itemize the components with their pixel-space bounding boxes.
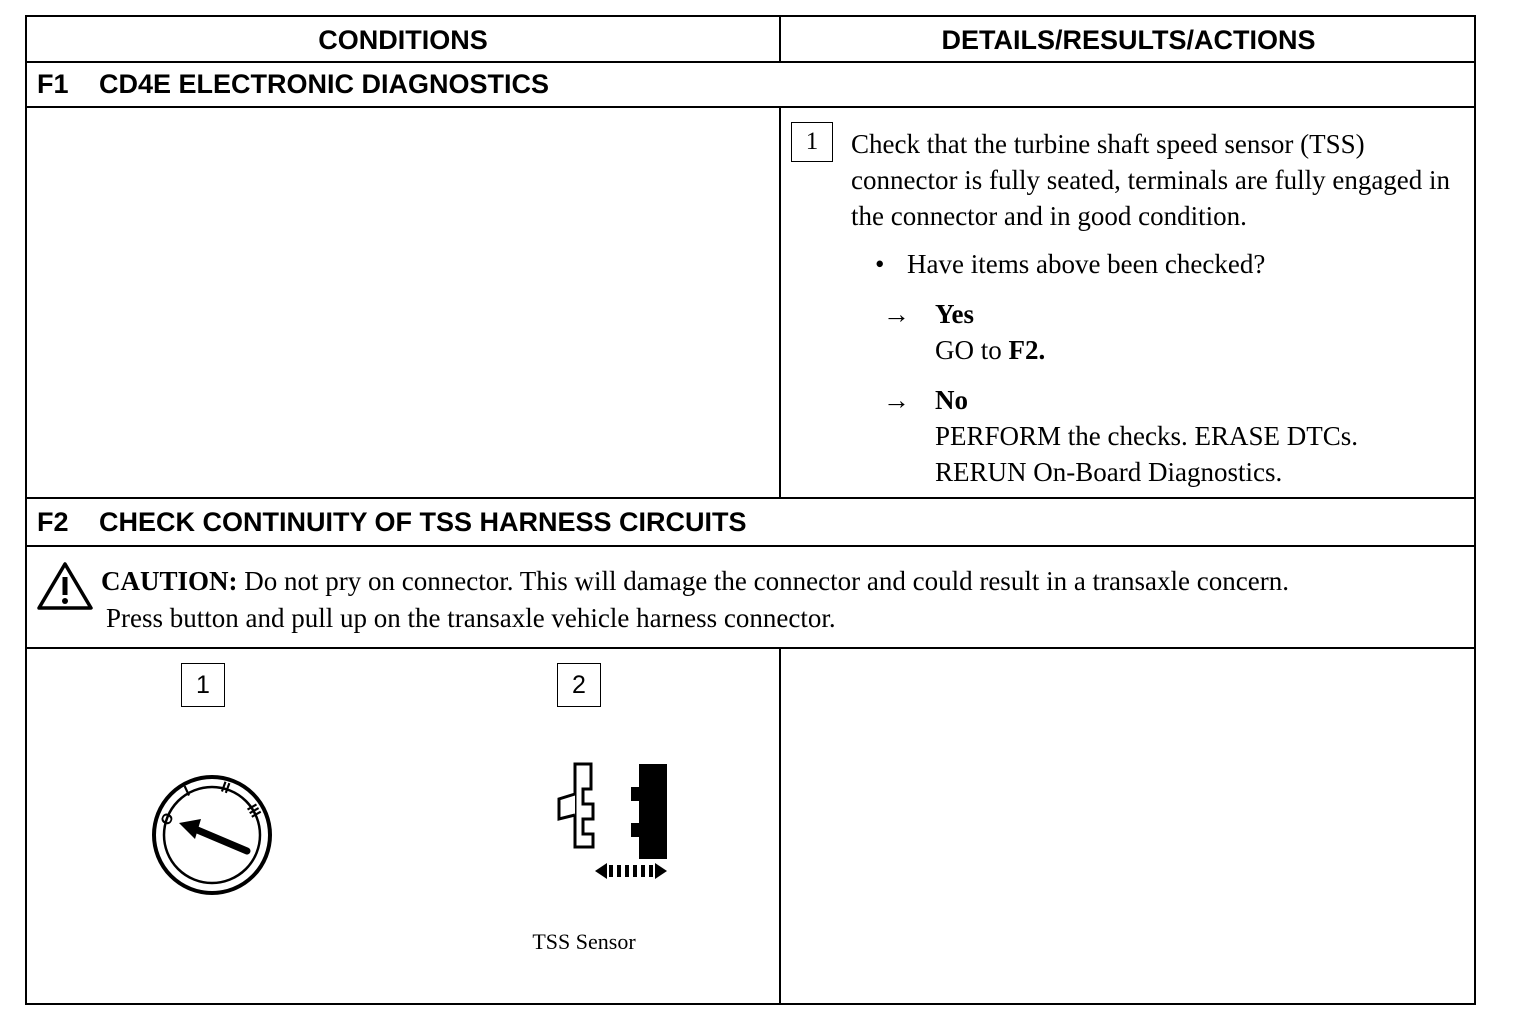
double-arrow-icon [595,863,667,879]
caution-label: CAUTION: [101,566,238,596]
bullet-dot: • [875,249,885,279]
f1-yes-branch [883,296,1045,368]
warning-triangle-icon [37,561,93,611]
no-action-line2: RERUN On-Board Diagnostics. [935,457,1283,487]
arrow-right-icon: → [883,385,910,415]
f2-body-row [27,649,1474,1005]
f2-title: CHECK CONTINUITY OF TSS HARNESS CIRCUITS [99,507,747,537]
f1-check-text: Check that the turbine shaft speed sensor (TSS) connector is fully seated, terminals are fully engaged in the connector and in good condition. [851,129,1451,231]
f2-title-row [27,499,1474,547]
caution-text [101,563,1471,637]
f2-number: F2 [37,507,69,537]
ignition-mark-3: III [243,801,265,821]
connector-disconnect-icon [517,759,667,899]
caution-line1: Do not pry on connector. This will damage the connector and could result in a transaxle concern. [237,566,1289,596]
f1-title-row [27,63,1474,108]
ignition-mark-1: I [181,782,193,800]
f1-step-number-box: 1 [791,122,833,162]
caution-row [27,547,1474,649]
details-header: DETAILS/RESULTS/ACTIONS [941,25,1316,55]
f1-title: CD4E ELECTRONIC DIAGNOSTICS [99,69,550,99]
header-divider [779,17,781,63]
ignition-mark-2: II [218,778,233,798]
yes-action-target-link[interactable]: F2. [1008,335,1046,365]
f2-step2-box: 2 [557,663,601,707]
f1-bullet-item [875,246,1265,282]
caution-line2: Press button and pull up on the transaxle vehicle harness connector. [106,603,836,633]
yes-label: Yes [935,299,974,329]
yes-action-prefix: GO to [935,335,1009,365]
diagnostic-table [25,15,1476,1005]
ignition-switch-icon [149,771,279,896]
f2-step1-box: 1 [181,663,225,707]
no-action-line1: PERFORM the checks. ERASE DTCs. [935,421,1359,451]
tss-sensor-label: TSS Sensor [532,929,636,954]
f1-section-title [37,69,549,100]
table-header [27,17,1474,63]
conditions-header: CONDITIONS [318,25,488,55]
f2-column-divider [779,649,781,1005]
ignition-mark-off: O [157,809,178,829]
arrow-right-icon: → [883,299,910,329]
f1-number: F1 [37,69,69,99]
f1-bullet-text: Have items above been checked? [907,249,1266,279]
f1-body-row [27,108,1474,499]
f1-column-divider [779,108,781,499]
no-label: No [935,385,968,415]
f1-no-branch [883,382,1358,490]
f2-section-title [37,507,747,538]
